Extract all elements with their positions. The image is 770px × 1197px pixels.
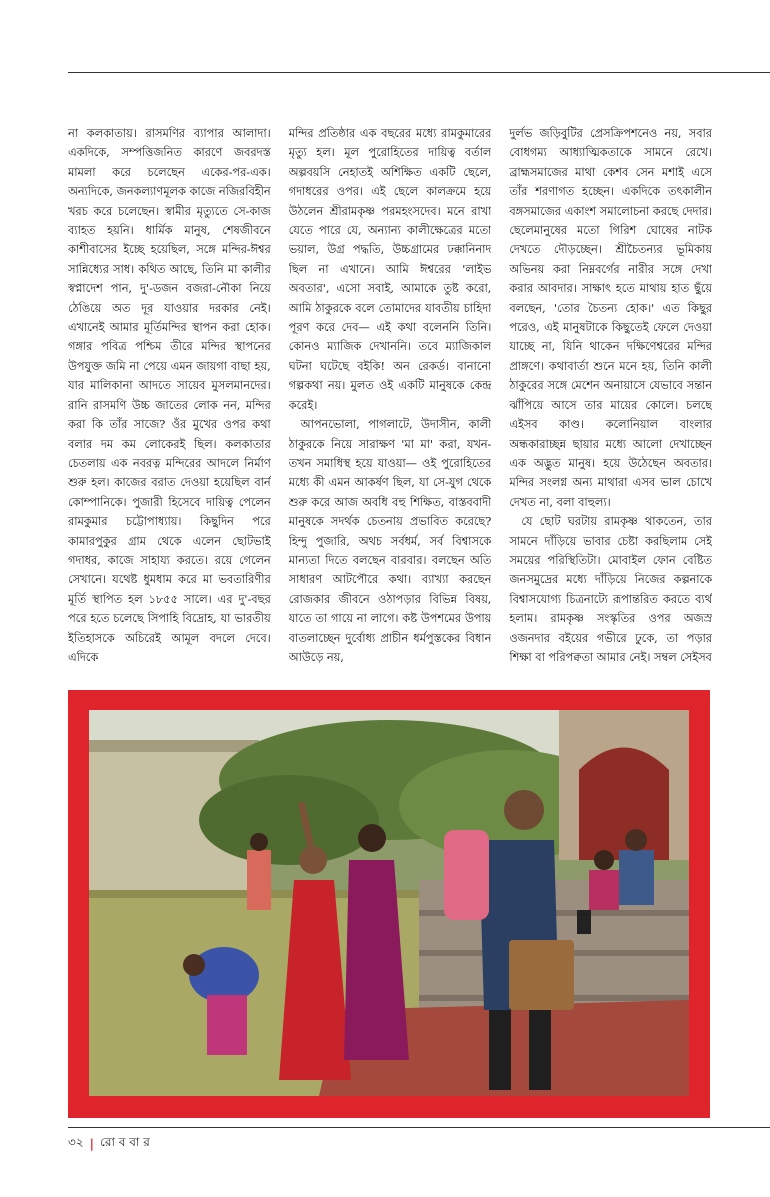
magazine-name: রো ব বা র — [99, 1135, 150, 1149]
paragraph: না কলকাতায়। রাসমণির ব্যাপার আলাদা। একদিকে, সম্পত্তিজনিত কারণে জবরদস্ত মামলা করে চলেছেন একের-পর-এক। অন্যদিকে, জনকল্যাণমূলক কাজে নজিরবিহীন খরচ করে চলেছেন। স্বামীর মৃত্যুতে সে-কাজ ব্যাহত হয়নি। ধার্মিক মানুষ, শেষজীবনে কাশীবাসের ইচ্ছে হয়েছিল, সঙ্গে মন্দির-ঈশ্বর সান্নিধ্যের সাধ। কথিত আছে, তিনি মা কালীর স্বপ্নাদেশ পান, দু'-ডজন বজরা-নৌকা নিয়ে ঠেঙিয়ে অত দূর যাওয়ার দরকার নেই। এখানেই আমার মূর্তিমন্দির স্থাপন করা হোক। গঙ্গার পবিত্র পশ্চিম তীরে মন্দির স্থাপনের উপযুক্ত জমি না পেয়ে এমন জায়গা বাছা হয়, যার মালিকানা আদতে সায়েব মুসলমানদের। রানি রাসমণি উচ্চ জাতের লোক নন, মন্দির করা কি তাঁর সাজে? ওঁর মুখের ওপর কথা বলার দম কম লোকেরই ছিল। কলকাতার চেতলায় এক নবরত্ন মন্দিরের আদলে নির্মাণ শুরু হল। কাজের বরাত দেওয়া হয়েছিল বার্ন কোম্পানিকে। পুজারী হিসেবে দায়িত্ব পেলেন রামকুমার চট্টোপাধ্যায়। কিছুদিন পরে কামারপুকুর গ্রাম থেকে এলেন ছোটভাই গদাধর, কাজে সাহায্য করতে। রয়ে গেলেন সেখানে। যথেষ্ট ধুমধাম করে মা ভবতারিণীর মূর্তি স্থাপিত হল ১৮৫৫ সালে। এর দু'-বছর পরে হতে চলেছে সিপাহি বিদ্রোহ, যা ভারতীয় ইতিহাসকে অচিরেই আমূল বদলে দেবে। এদিকে — [68, 127, 271, 664]
bottom-rule — [68, 1127, 770, 1128]
column-1 — [68, 124, 271, 698]
article-body — [68, 124, 712, 698]
paragraph: মন্দির প্রতিষ্ঠার এক বছরের মধ্যে রামকুমারের মৃত্যু হল। মূল পুরোহিতের দায়িত্ব বর্তাল অল্পবয়সি নেহাতই অশিক্ষিত একটি ছেলে, গদাধরের ওপর। এই ছেলে কালক্রমে হয়ে উঠলেন শ্রীরামকৃষ্ণ পরমহংসদেব। মনে রাখা যেতে পারে যে, অন্যান্য কালীক্ষেত্রের মতো ভয়াল, উগ্র পদ্ধতি, উচ্চগ্রামের ঢক্কানিনাদ ছিল না এখানে। আমি ঈশ্বরের 'লাইভ অবতার', এসো সবাই, আমাকে তুষ্ট করো, আমি ঠাকুরকে বলে তোমাদের যাবতীয় চাহিদা পূরণ করে দেব— এই কথা বলেননি তিনি। কোনও ম্যাজিক দেখাননি। তবে ম্যাজিকাল ঘটনা ঘটেছে বইকি! অন রেকর্ড। বানানো গল্পকথা নয়। মুলত ওই একটি মানুষকে কেন্দ্র করেই। — [288, 127, 492, 412]
page-folio — [68, 1134, 150, 1154]
folio-separator: | — [89, 1137, 94, 1151]
page-number: ৩২ — [68, 1135, 84, 1149]
top-rule — [68, 72, 770, 73]
mobile-phone — [577, 910, 591, 934]
background-person — [247, 850, 271, 910]
column-2 — [289, 124, 492, 698]
column-3 — [509, 124, 712, 698]
seated-man — [619, 850, 654, 905]
paragraph: আপনভোলা, পাগলাটে, উদাসীন, কালী ঠাকুরকে নিয়ে সারাক্ষণ 'মা মা' করা, যখন-তখন সমাধিস্থ হয়ে যাওয়া— ওই পুরোহিতের মধ্যে কী এমন আকর্ষণ ছিল, যা সে-যুগ থেকে শুরু করে আজ অবধি বহু শিক্ষিত, বাস্তববাদী মানুষকে সদর্থক চেতনায় প্রভাবিত করেছে? হিন্দু পুজারি, অথচ সর্বধর্ম, সর্ব বিশ্বাসকে মান্যতা দিতে বলছেন বারবার। বলছেন অতি সাধারণ আটপৌরে কথা। ব্যাখ্যা করছেন রোজকার জীবনে ওঠাপড়ার বিভিন্ন বিষয়, যাতে তা গায়ে না লাগে। কষ্ট উপশমের উপায় বাতলাচ্ছেন দুর্বোধ্য প্রাচীন ধর্মপুস্তকের বিধান আউড়ে নয়, — [288, 418, 492, 664]
woman-bending — [189, 947, 259, 1003]
photo-frame — [68, 690, 710, 1118]
ghat-scene-illustration — [89, 710, 689, 1096]
paragraph: দুর্লভ জড়িবুটির প্রেসক্রিপশনেও নয়, সবার বোধগম্য আধ্যাত্মিকতাকে সামনে রেখে। ব্রাহ্মসমাজের মাথা কেশব সেন মশাই এসে তাঁর শরণাগত হচ্ছেন। একদিকে তৎকালীন বঙ্গসমাজের একাংশ সমালোচনা করছে দেদার। ছেলেমানুষের মতো গিরিশ ঘোষের নাটক দেখতে দৌড়চ্ছেন। শ্রীচৈতন্যর ভূমিকায় অভিনয় করা নিম্নবর্গের নারীর সঙ্গে দেখা করার আবদার। সাক্ষাৎ হতে মাথায় হাত ছুঁয়ে বলছেন, 'তোর চৈতন্য হোক।' এত কিছুর পরেও, এই মানুষটাকে কিছুতেই ফেলে দেওয়া যাচ্ছে না, যিনি থাকেন দক্ষিণেশ্বরের মন্দির প্রাঙ্গণে। কথাবার্তা শুনে মনে হয়, তিনি কালী ঠাকুরের সঙ্গে মেশেন অনায়াসে যেভাবে সন্তান ঝাঁপিয়ে আসে তার মায়ের কোলে। চলছে এইসব কাণ্ড। কলোনিয়াল বাংলার অন্ধকারাচ্ছন্ন ছায়ার মধ্যে আলো দেখাচ্ছেন এক অদ্ভুত মানুষ। হয়ে উঠেছেন অবতার। মন্দির সংলগ্ন অন্য মাথারা এসব ভাল চোখে দেখত না, বলা বাহুল্য। — [509, 127, 713, 509]
ghat-photo — [89, 710, 689, 1096]
shoulder-bag — [509, 940, 574, 1010]
paragraph: যে ছোট ঘরটায় রামকৃষ্ণ থাকতেন, তার সামনে দাঁড়িয়ে ভাবার চেষ্টা করছিলাম সেই সময়ের পরিস্থিতিটা। মোবাইল ফোন বেষ্টিত জনসমুদ্রের মধ্যে দাঁড়িয়ে নিজের কল্পনাকে বিশ্বাসযোগ্য চিত্রনাট্যে রূপান্তরিত করতে ব্যর্থ হলাম। রামকৃষ্ণ সংস্কৃতির ওপর অজস্র ওজনদার বইয়ের গভীরে ঢুকে, তা পড়ার শিক্ষা বা পরিপক্বতা আমার নেই। সম্বল সেইসব — [509, 515, 713, 664]
seated-woman — [589, 870, 619, 910]
pink-backpack — [444, 830, 489, 920]
